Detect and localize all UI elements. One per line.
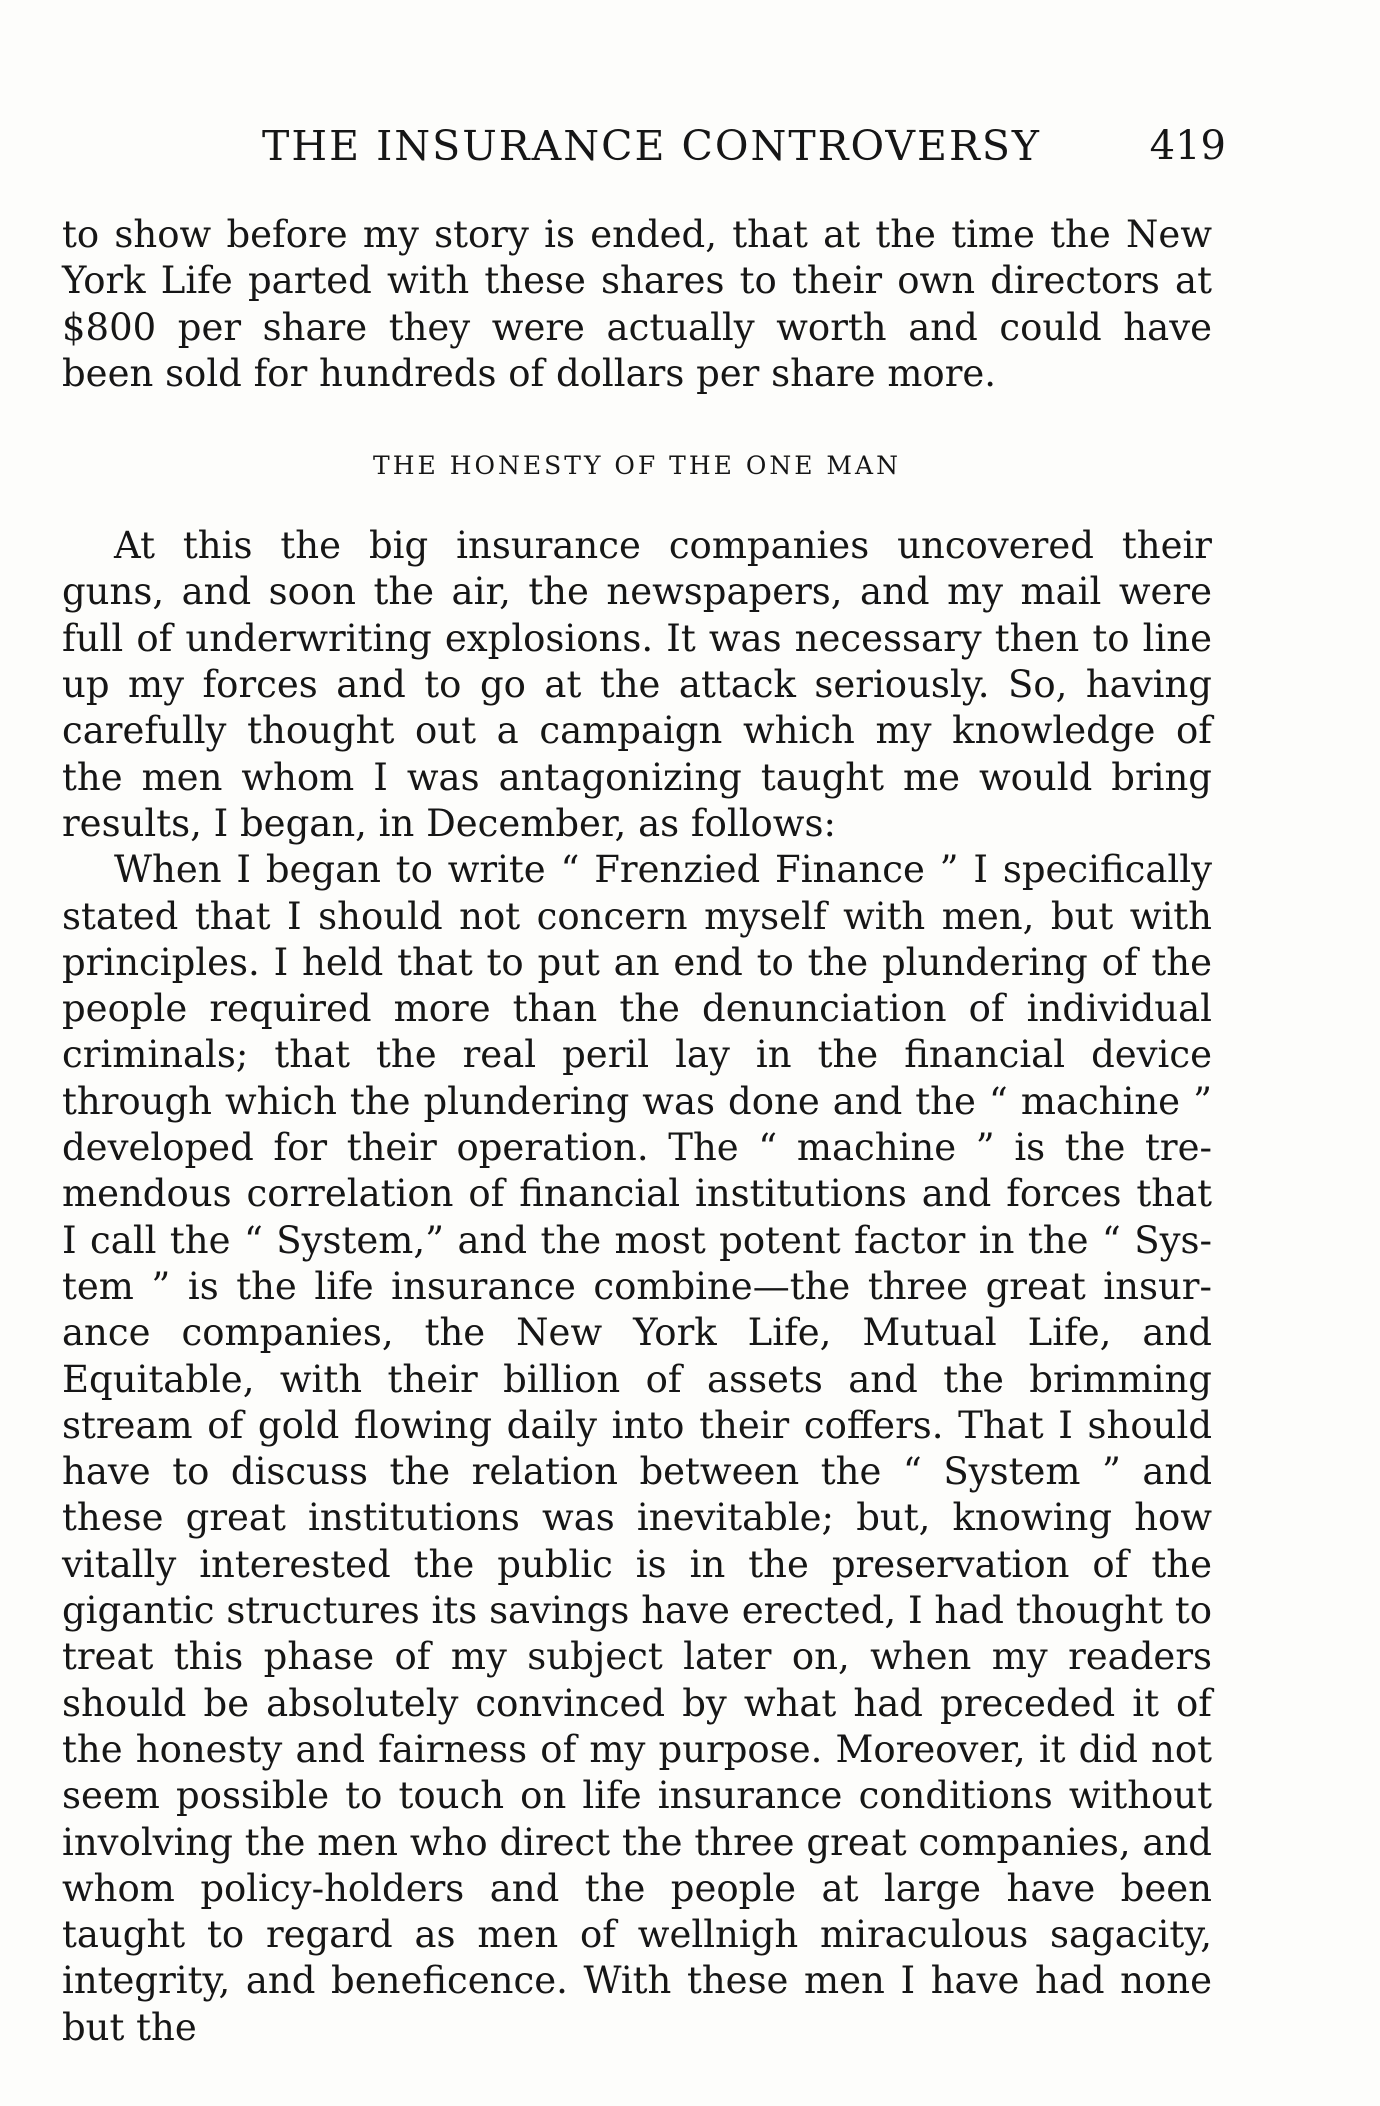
running-header [62, 118, 1226, 174]
body-text [62, 212, 1212, 2051]
paragraph: At this the big insurance companies uncovered their guns, and soon the air, the newspapers, and my mail were full of underwriting explosions. It was necessary then to line up my forces and to go at the attack seriously. So, having carefully thought out a campaign which my knowledge of the men whom I was antagonizing taught me would bring results, I began, in December, as follows: [62, 524, 1212, 845]
paragraph: When I began to write “ Frenzied Finance ” I specifically stated that I should not concern myself with men, but with principles. I held that to put an end to the plundering of the people required more than the denunciation of individual criminals; that the real peril lay in the financial device through which the plundering was done and the “ machine ” developed for their operation. The “ machine ” is the tremendous correlation of financial institutions and forces that I call the “ System,” and the most potent factor in the “ System ” is the life insurance combine—the three great insurance companies, the New York Life, Mutual Life, and Equitable, with their billion of assets and the brimming stream of gold flowing daily into their coffers. That I should have to discuss the relation between the “ System ” and these great institutions was inevitable; but, knowing how vitally interested the public is in the preservation of the gigantic structures its savings have erected, I had thought to treat this phase of my subject later on, when my readers should be absolutely convinced by what had preceded it of the honesty and fairness of my purpose. Moreover, it did not seem possible to touch on life insurance conditions without involving the men who direct the three great companies, and whom policy-holders and the people at large have been taught to regard as men of wellnigh miraculous sagacity, integrity, and beneficence. With these men I have had none but the [62, 848, 1212, 2049]
section-heading: THE HONESTY OF THE ONE MAN [373, 451, 901, 481]
running-title: THE INSURANCE CONTROVERSY [262, 122, 1041, 170]
continuation-paragraph: to show before my story is ended, that at the time the New York Life parted with these shares to their own directors at $800 per share they were actually worth and could have been sold for hundreds of dollars per share more. [62, 213, 1212, 395]
page-number: 419 [1149, 123, 1226, 169]
